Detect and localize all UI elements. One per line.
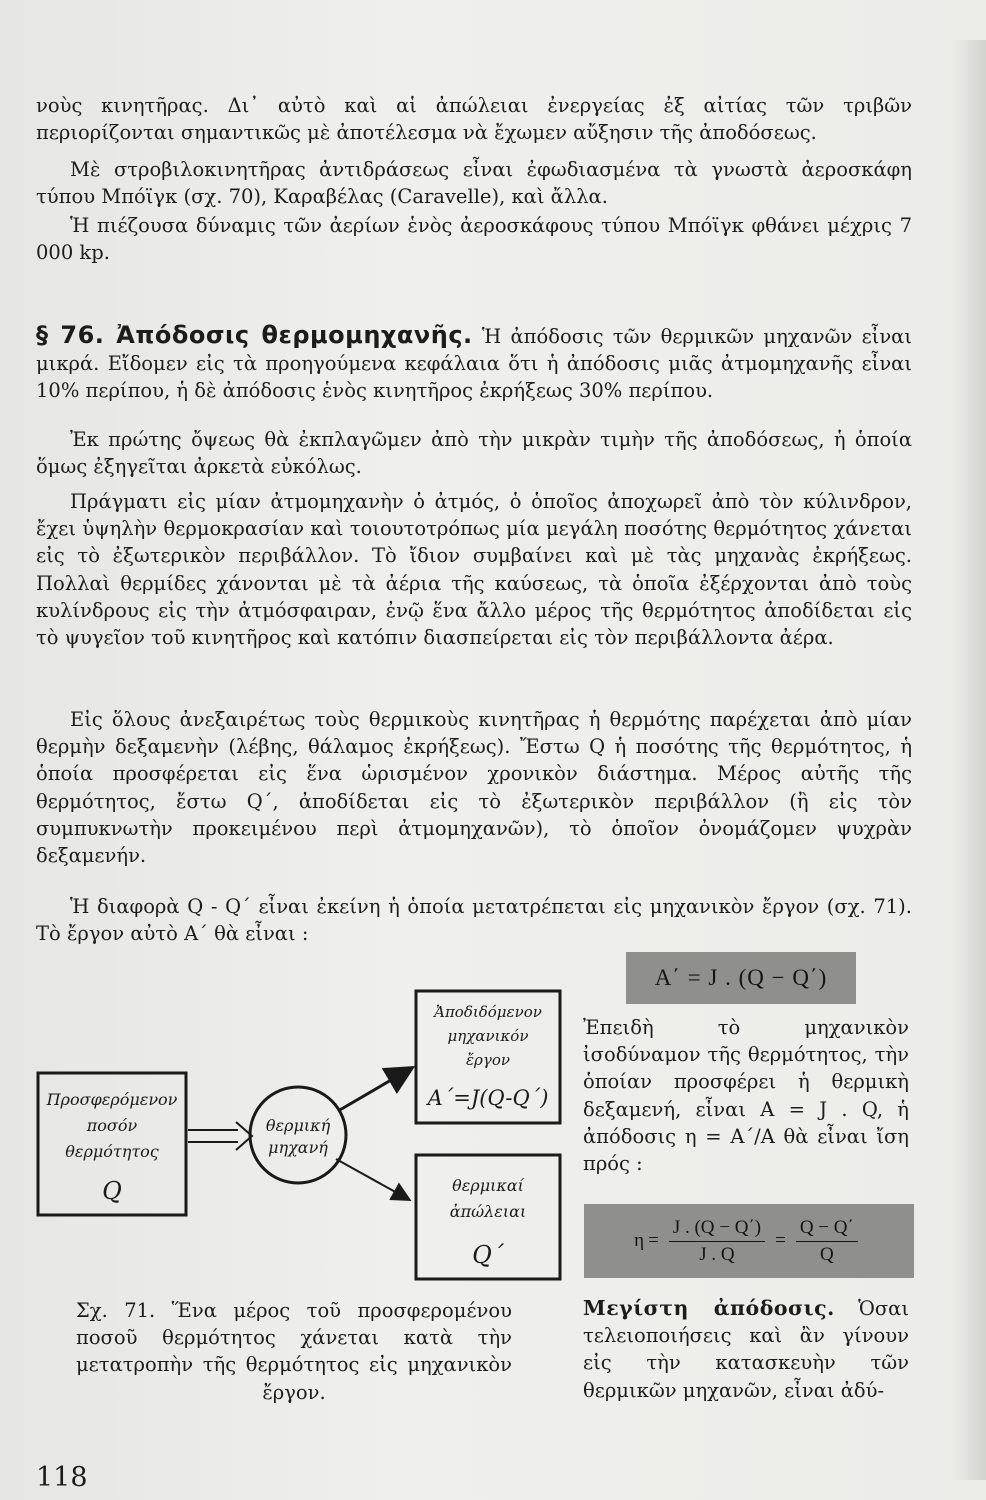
work-box-line-2: μηχανικόν (447, 1027, 529, 1045)
engine-label-2: μηχανή (268, 1138, 328, 1157)
input-box-line-1: Προσφερόμενον (46, 1090, 178, 1109)
paragraph-6: Πράγματι εἰς μίαν ἀτμομηχανὴν ὁ ἀτμός, ὁ ὁποῖος ἀποχωρεῖ ἀπὸ τὸν κύλινδρον, ἔχει ὑψηλὴν θερμοκρασίαν καὶ τοιουτοτρόπως μία μεγάλη ποσότης θερμότητος χάνεται εἰς τὸ ἐξωτερικὸν περιβάλλον. Τὸ ἴδιον συμβαίνει καὶ μὲ τὰς μηχανὰς ἐκρήξεως. Πολλαὶ θερμίδες χάνονται μὲ τὰ ἀέρια τῆς καύσεως, τὰ ὁποῖα ἐξέρχονται ἀπὸ τοὺς κυλίνδρους εἰς τὴν ἀτμόσφαιραν, ἐνῷ ἕνα ἄλλο μέρος τῆς θερμότητος ἀποδίδεται εἰς τὸ ψυγεῖον τοῦ κινητῆρος καὶ κατόπιν διασπείρεται εἰς τὸν περιβάλλοντα ἀέρα. (36, 490, 912, 650)
fraction-2 (796, 1217, 858, 1266)
losses-box-line-1: θερμικαί (452, 1176, 524, 1195)
fraction-2-numerator: Q − Q΄ (796, 1217, 858, 1242)
work-box-line-3: ἔργον (466, 1051, 510, 1069)
page-number: 118 (36, 1462, 88, 1493)
efficiency-text: Ἐπειδὴ τὸ μηχανικὸν ἰσοδύναμον τῆς θερμότητος, τὴν ὁποίαν προσφέρει ἡ θερμικὴ δεξαμενή, εἶναι Α = J . Q, ἡ ἀπόδοσις η = Α΄/Α θὰ εἶναι ἴση πρός : (583, 1016, 909, 1176)
formula-work: Α΄ = J . (Q − Q΄) (626, 952, 856, 1004)
work-box-line-1: Ἀποδιδόμενον (434, 1003, 542, 1021)
fraction-1 (669, 1217, 765, 1266)
equals-sign-1: = (648, 1230, 659, 1251)
paragraph-2: Μὲ στροβιλοκινητῆρας ἀντιδράσεως εἶναι ἐφωδιασμένα τὰ γνωστὰ ἀεροσκάφη τύπου Μπόϊγκ (σχ. 70), Καραβέλας (Caravelle), καὶ ἄλλα. (36, 158, 912, 209)
equals-sign-2: = (775, 1230, 786, 1251)
section-76-paragraph (36, 322, 912, 405)
paragraph-8: Ἡ διαφορὰ Q - Q΄ εἶναι ἐκείνη ἡ ὁποία μετατρέπεται εἰς μηχανικὸν ἔργον (σχ. 71). Τὸ ἔργον αὐτὸ Α΄ θὰ εἶναι : (36, 895, 912, 946)
fraction-1-numerator: J . (Q − Q΄) (669, 1217, 765, 1242)
heat-engine-diagram (30, 985, 570, 1285)
paragraph-1: νοὺς κινητῆρας. Δι᾽ αὐτὸ καὶ αἱ ἀπώλειαι ἐνεργείας ἐξ αἰτίας τῶν τριβῶν περιορίζονται σημαντικῶς μὲ ἀποτέλεσμα νὰ ἔχωμεν αὔξησιν τῆς ἀποδόσεως. (36, 94, 912, 145)
section-heading: § 76. Ἀπόδοσις θερμομηχανῆς. (36, 321, 473, 349)
arrow-to-losses (336, 1159, 408, 1199)
input-box-symbol: Q (102, 1177, 122, 1205)
max-efficiency-paragraph (583, 1295, 909, 1404)
paragraph-7: Εἰς ὅλους ἀνεξαιρέτως τοὺς θερμικοὺς κινητῆρας ἡ θερμότης παρέχεται ἀπὸ μίαν θερμὴν δεξαμενὴν (λέβης, θάλαμος ἐκρήξεως). Ἔστω Q ἡ ποσότης τῆς θερμότητος, ἡ ὁποία προσφέρεται εἰς ἕνα ὡρισμένον χρονικὸν διάστημα. Μέρος αὐτῆς τῆς θερμότητος, ἔστω Q΄, ἀποδίδεται εἰς τὸ ἐξωτερικὸν περιβάλλον (ἢ εἰς τὸν συμπυκνωτὴν προκειμένου περὶ ἀτμομηχανῶν), τὸ ὁποῖον ὀνομάζομεν ψυχρὰν δεξαμενήν. (36, 708, 912, 868)
fraction-1-denominator: J . Q (699, 1243, 735, 1265)
losses-box-line-2: ἀπώλειαι (449, 1202, 527, 1221)
work-box-formula: Α΄=J(Q-Q΄) (427, 1086, 549, 1110)
arrow-to-work (338, 1069, 410, 1111)
eta-symbol: η (634, 1230, 645, 1251)
max-efficiency-heading: Μεγίστη ἀπόδοσις. (583, 1296, 835, 1320)
input-box-line-3: θερμότητος (65, 1142, 159, 1161)
heat-engine-circle (250, 1087, 346, 1183)
formula-efficiency (584, 1204, 914, 1278)
paragraph-5: Ἐκ πρώτης ὄψεως θὰ ἐκπλαγῶμεν ἀπὸ τὴν μικρὰν τιμὴν τῆς ἀποδόσεως, ἡ ὁποία ὅμως ἐξηγεῖται ἀρκετὰ εὐκόλως. (36, 428, 912, 479)
section-76-text: Ἡ ἀπόδοσις τῶν θερμικῶν μηχανῶν εἶναι μικρά. Εἴδομεν εἰς τὰ προηγούμενα κεφάλαια ὅτι ἡ ἀπόδοσις μιᾶς ἀτμομηχανῆς εἶναι 10% περίπου, ἡ δὲ ἀπόδοσις ἑνὸς κινητῆρος ἐκρήξεως 30% περίπου. (36, 325, 912, 403)
figure-71-caption: Σχ. 71. Ἕνα μέρος τοῦ προσφερομένου ποσοῦ θερμότητος χάνεται κατὰ τὴν μετατροπὴν τῆς θερμότητος εἰς μηχανικὸν ἔργον. (76, 1299, 512, 1404)
paragraph-3: Ἡ πιέζουσα δύναμις τῶν ἀερίων ἑνὸς ἀεροσκάφους τύπου Μπόϊγκ φθάνει μέχρις 7 000 kp. (36, 214, 912, 265)
input-box-line-2: ποσόν (86, 1116, 138, 1135)
max-efficiency-text: Ὁσαι τελειοποιήσεις καὶ ἂν γίνουν εἰς τὴν κατασκευὴν τῶν θερμικῶν μηχανῶν, εἶναι ἀδύ- (583, 1297, 909, 1402)
losses-box-symbol: Q΄ (472, 1241, 504, 1269)
fraction-2-denominator: Q (819, 1243, 834, 1265)
page-edge-shadow (952, 40, 986, 1480)
engine-label-1: θερμική (265, 1116, 331, 1135)
